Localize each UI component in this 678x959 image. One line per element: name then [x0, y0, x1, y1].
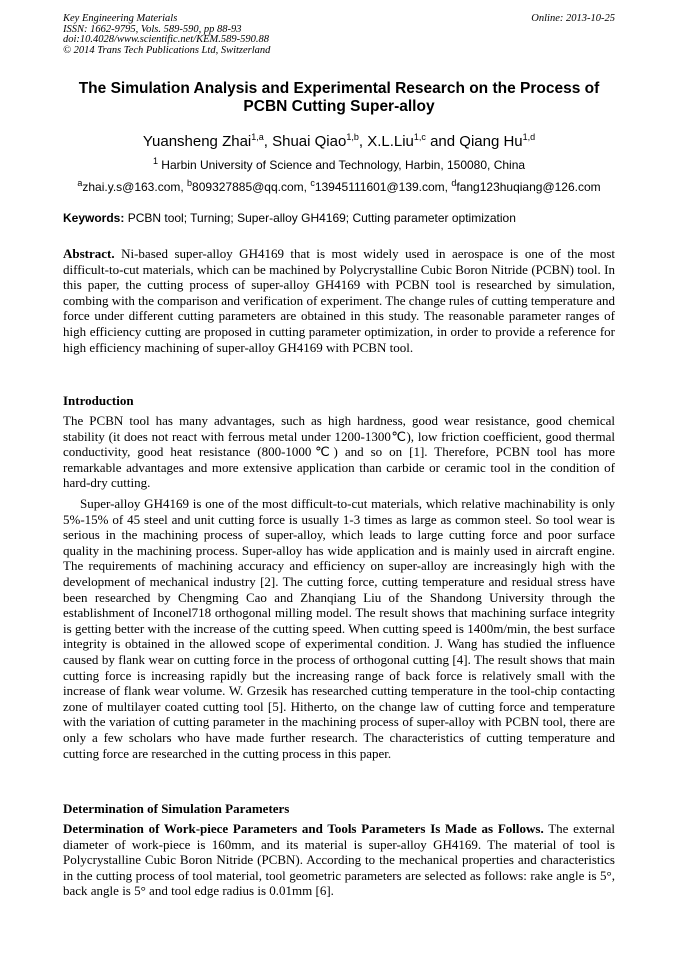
email-link[interactable]: zhai.y.s@163.com [82, 180, 181, 194]
affiliation-text: Harbin University of Science and Technology, Harbin, 150080, China [157, 158, 526, 172]
intro-paragraph-1: The PCBN tool has many advantages, such as high hardness, good wear resistance, good chemical stability (it does not react with ferrous metal under 1200-1300℃), low friction coefficient, good thermal conductivity, good heat resistance (800-1000℃) and so on [1]. Therefore, PCBN tool has more remarkable advantages and more extensive application than carbide or ceramic tool in the condition of hard-dry cutting. [63, 413, 615, 491]
author-sup: 1,a [251, 132, 264, 142]
journal-header [63, 14, 615, 56]
email-sup: c [310, 178, 315, 188]
paragraph-run-in-heading: Determination of Work-piece Parameters and Tools Parameters Is Made as Follows. [63, 821, 544, 836]
email-link[interactable]: fang123huqiang@126.com [456, 180, 601, 194]
abstract-label: Abstract. [63, 246, 115, 261]
author-sup: 1,c [413, 132, 426, 142]
author-separator: , [263, 133, 273, 150]
author [272, 133, 367, 150]
doi-line: doi:10.4028/www.scientific.net/KEM.589-590.88 [63, 34, 269, 45]
affiliation-sup: 1 [152, 156, 158, 166]
author [367, 133, 459, 150]
section-heading-simulation-parameters: Determination of Simulation Parameters [63, 801, 290, 816]
keywords [63, 211, 615, 226]
author-name: Shuai Qiao [272, 133, 347, 150]
author-separator: , [358, 133, 368, 150]
keywords-text: PCBN tool; Turning; Super-alloy GH4169; Cutting parameter optimization [124, 211, 516, 225]
email-sup: d [451, 178, 457, 188]
abstract-text: Ni-based super-alloy GH4169 that is most widely used in aerospace is one of the most difficult-to-cut materials, which can be machined by Polycrystalline Cubic Boron Nitride (PCBN) tool. In this paper, the cutting process of super-alloy GH4169 with PCBN tool is researched by simulation, combing with the comparison and verification of experiment. The change rules of cutting temperature and force under different cutting parameters are obtained in this study. The reasonable parameter ranges of high efficiency cutting are proposed in cutting parameter optimization, in order to provide a reference for high efficiency machining of super-alloy GH4169 with PCBN tool. [63, 246, 615, 355]
author-list [40, 128, 638, 151]
email-link[interactable]: 13945111601@139.com [314, 180, 445, 194]
paper-title [40, 80, 638, 116]
issn-line: ISSN: 1662-9795, Vols. 589-590, pp 88-93 [63, 23, 242, 35]
author-sup: 1,b [346, 132, 359, 142]
online-date: Online: 2013-10-25 [531, 13, 615, 24]
keywords-label: Keywords: [63, 211, 125, 225]
copyright-line: © 2014 Trans Tech Publications Ltd, Switzerland [63, 44, 271, 56]
affiliation [40, 154, 638, 173]
author [459, 133, 535, 150]
email-separator: , [303, 180, 311, 194]
author-name: Qiang Hu [459, 133, 523, 150]
title-line-1: The Simulation Analysis and Experimental Research on the Process of [78, 80, 600, 97]
journal-name: Key Engineering Materials [63, 13, 178, 24]
email-sup: b [187, 178, 193, 188]
section-heading-introduction: Introduction [63, 393, 134, 408]
title-line-2: PCBN Cutting Super-alloy [243, 98, 435, 115]
abstract [63, 246, 615, 355]
author-separator: and [425, 133, 460, 150]
intro-paragraph-2: Super-alloy GH4169 is one of the most difficult-to-cut materials, which relative machinability is only 5%-15% of 45 steel and unit cutting force is usually 1-3 times as large as common steel. So tool wear is serious in the machining process of super-alloy, which leads to large cutting force and poor surface quality in the machining process. Super-alloy has wide application and is mainly used in aircraft engine. The requirements of machining accuracy and efficiency on super-alloy are increasingly high with the development of mechanical industry [2]. The cutting force, cutting temperature and residual stress have been researched by Chengming Cao and Zhanqiang Liu of the Shandong University through the establishment of Inconel718 orthogonal milling model. The result shows that machining surface integrity is getting better with the increase of the cutting speed. When cutting speed is 1400m/min, the best surface integrity is obtained in the allowed scope of experimental condition. J. Wang has studied the influence caused by flank wear on cutting force in the process of orthogonal cutting [4]. The result shows that main cutting force is increasing rapidly but the increasing range of back force is relatively small with the increase of flank wear volume. W. Grzesik has researched cutting temperature in the tool-chip contacting zone of multilayer coated cutting tool [5]. Hitherto, on the change law of cutting force and temperature with the variation of cutting parameter in the machining process of super-alloy with PCBN tool, there are only a few scholars who have made further research. The characteristics of cutting temperature and cutting force are researched in the cutting process in this paper. [63, 496, 615, 761]
author-name: X.L.Liu [367, 133, 414, 150]
author-sup: 1,d [522, 132, 536, 142]
email-link[interactable]: 809327885@qq.com [192, 180, 304, 194]
email-separator: , [180, 180, 188, 194]
author [143, 133, 272, 150]
paragraph-text: The external diameter of work-piece is 160mm, and its material is super-alloy GH4169. The material of tool is Polycrystalline Cubic Boron Nitride (PCBN). According to the mechanical properties and characteristics in the cutting process of tool material, tool geometric parameters are selected as follows: rake angle is 5°, back angle is 5° and tool edge radius is 0.01mm [6]. [63, 821, 616, 899]
simulation-parameters-paragraph [63, 821, 615, 899]
author-name: Yuansheng Zhai [142, 133, 252, 150]
email-sup: a [77, 178, 83, 188]
email-separator: , [444, 180, 452, 194]
email-list [40, 176, 638, 195]
